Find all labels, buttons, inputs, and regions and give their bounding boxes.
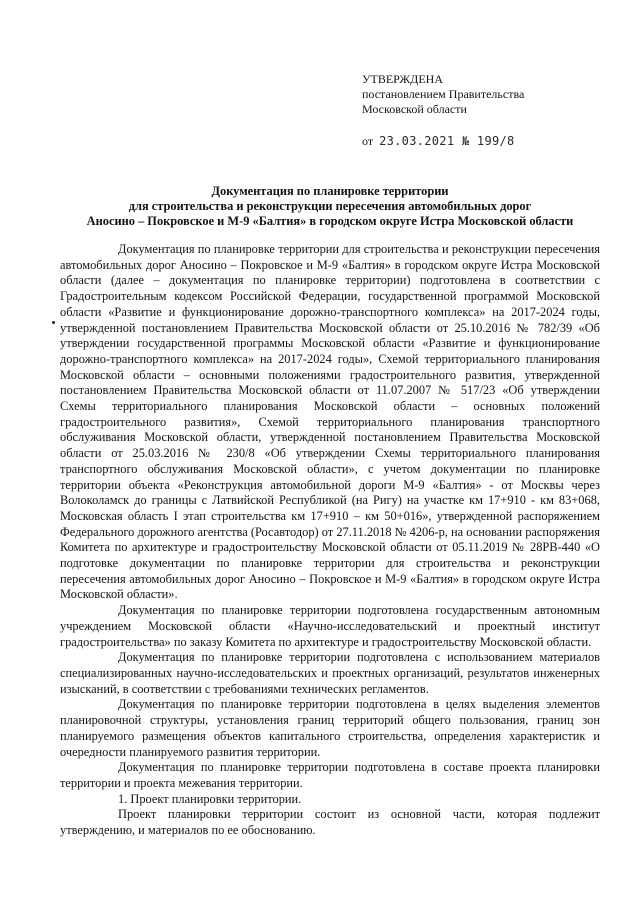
title-line-3: Аносино – Покровское и М-9 «Балтия» в городском округе Истра Московской области xyxy=(86,214,574,229)
title-line-1: Документация по планировке территории xyxy=(211,184,449,198)
approval-region: Московской области xyxy=(362,102,467,116)
paragraph-basis: Документация по планировке территории для строительства и реконструкции пересечения автомобильных дорог Аносино – Покровское и М-9 «Балтия» в городском округе Истра Московской области (далее – документация по планировке территории) подготовлена в соответствии с Градостроительным кодексом Российской Федерации, государственной программой Московской области «Развитие и функционирование дорожно-транспортного комплекса» на 2017-2024 годы, утвержденной постановлением Правительства Московской области от 25.10.2016 № 782/39 «Об утверждении государственной программы Московской области «Развитие и функционирование дорожно-транспортного комплекса» на 2017-2024 годы», Схемой территориального планирования Московской области – основными положениями градостроительного развития, утвержденной постановлением Правительства Московской области от 11.07.2007 № 517/23 «Об утверждении Схемы территориального планирования Московской области – основных положений градостроительного развития», Схемой территориального планирования транспортного обслуживания Московской области, утвержденной постановлением Правительства Московской области от 25.03.2016 № 230/8 «Об утверждении Схемы территориального планирования транспортного обслуживания Московской области», с учетом документации по планировке территории объекта «Реконструкция автомобильной дороги М-9 «Балтия» - от Москвы через Волоколамск до границы с Латвийской Республикой (на Ригу) на участке км 17+910 - км 83+068, Московская область I этап строительства км 17+910 – км 50+016», утвержденной распоряжением Федерального дорожного агентства (Росавтодор) от 27.11.2018 № 4206-р, на основании распоряжения Комитета по архитектуре и градостроительству Московской области от 05.11.2019 № 28РВ-440 «О подготовке документации по планировке территории для строительства и реконструкции пересечения автомобильных дорог Аносино – Покровское и М-9 «Балтия» в городском округе Истра Московской области». xyxy=(60,242,600,602)
title-line-2: для строительства и реконструкции пересечения автомобильных дорог xyxy=(128,199,532,214)
approval-stamp xyxy=(362,72,622,117)
margin-dot-mark xyxy=(52,321,55,324)
paragraph-composition: Документация по планировке территории подготовлена в составе проекта планировки территории и проекта межевания территории. xyxy=(60,760,600,790)
document-body xyxy=(60,242,600,839)
approval-date-value: 23.03.2021 № 199/8 xyxy=(379,134,515,148)
approval-date-prefix: от xyxy=(362,134,374,148)
approval-authority: постановлением Правительства xyxy=(362,87,525,101)
document-title xyxy=(40,184,620,230)
list-item-planning-project: 1. Проект планировки территории. xyxy=(118,791,302,806)
paragraph-planning-structure: Проект планировки территории состоит из основной части, которая подлежит утверждению, и материалов по ее обоснованию. xyxy=(60,807,600,838)
paragraph-materials: Документация по планировке территории подготовлена с использованием материалов специализированных научно-исследовательских и проектных организаций, результатов инженерных изысканий, в соответствии с требованиями технических регламентов. xyxy=(60,650,600,696)
paragraph-purpose: Документация по планировке территории подготовлена в целях выделения элементов планировочной структуры, установления границ территорий общего пользования, границ зон планируемого размещения объектов капитального строительства, определения характеристик и очередности планируемого развития территории. xyxy=(60,697,600,759)
approval-date xyxy=(362,134,515,149)
approval-heading: УТВЕРЖДЕНА xyxy=(362,72,444,86)
paragraph-author: Документация по планировке территории подготовлена государственным автономным учреждением Московской области «Научно-исследовательский и проектный институт градостроительства» по заказу Комитета по архитектуре и градостроительству Московской области. xyxy=(60,603,600,649)
